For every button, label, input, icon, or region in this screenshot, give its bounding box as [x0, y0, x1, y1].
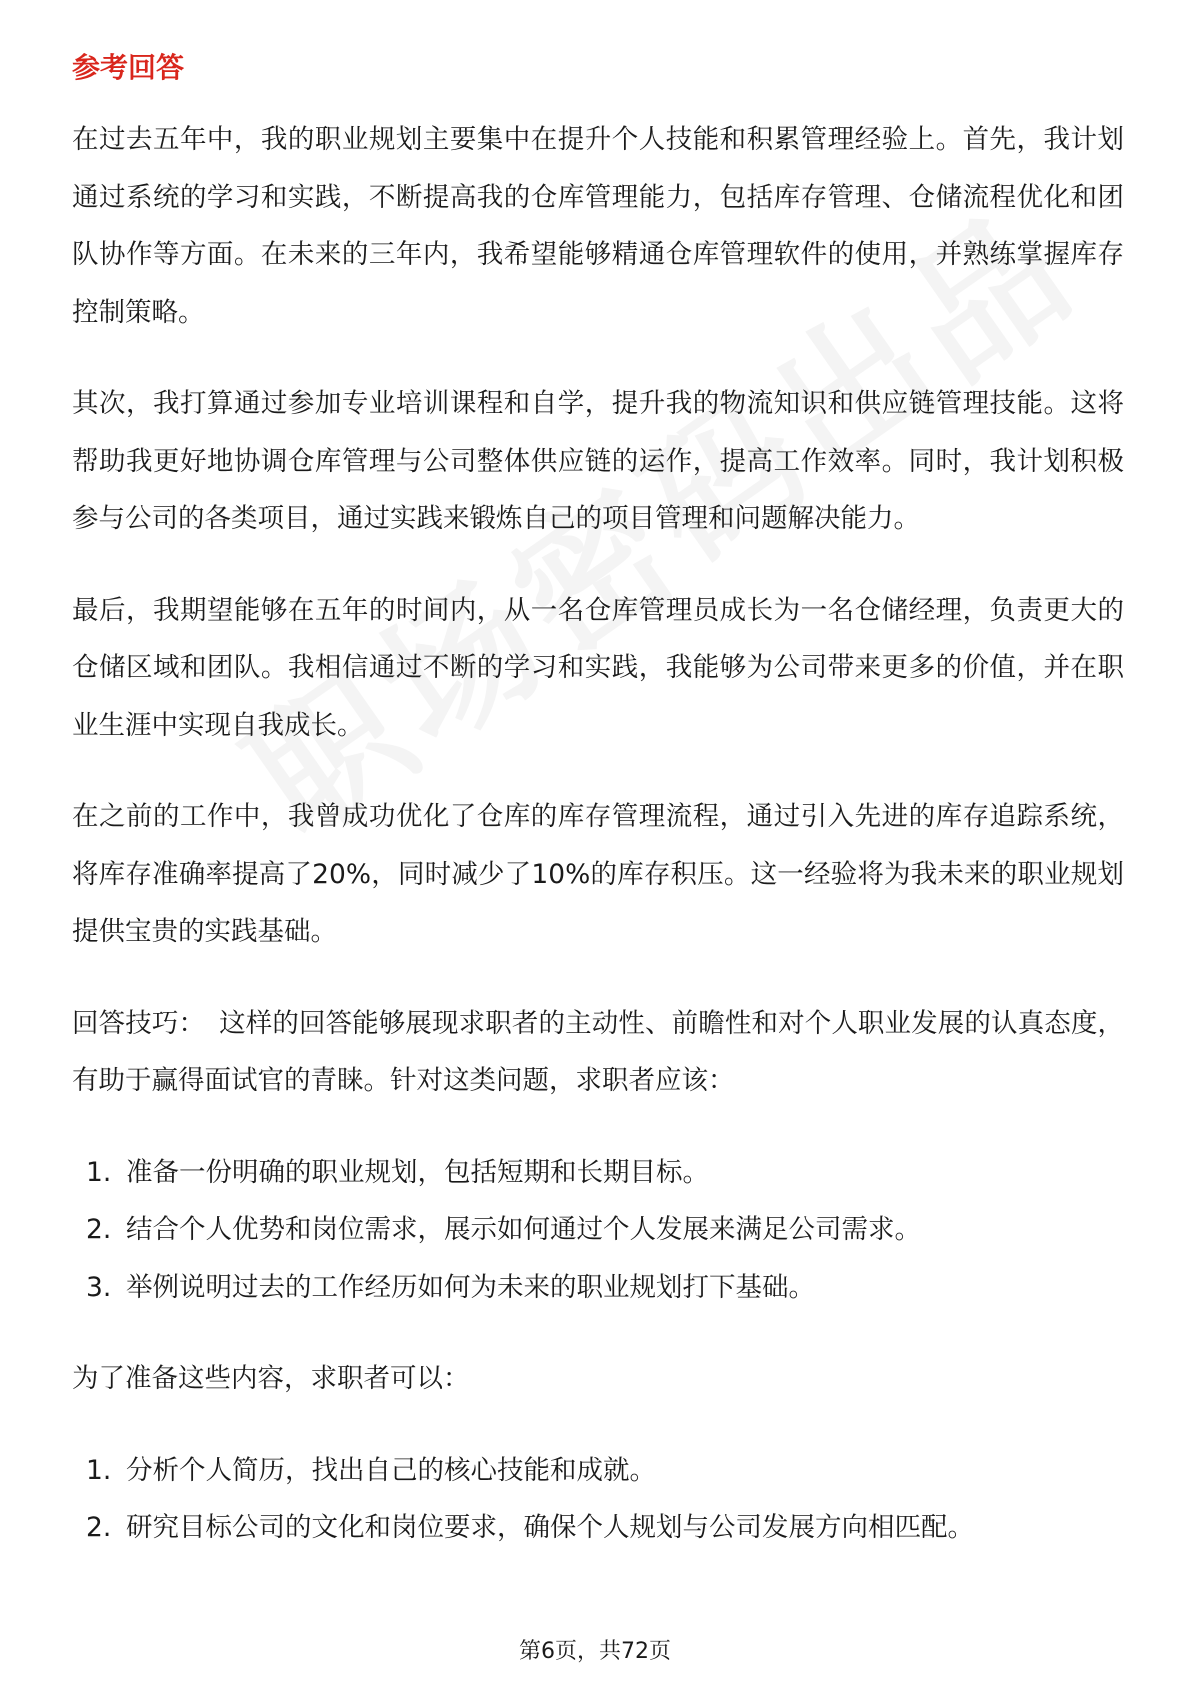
tips-text: 这样的回答能够展现求职者的主动性、前瞻性和对个人职业发展的认真态度，有助于赢得面试官的青睐。针对这类问题，求职者应该： — [72, 1007, 1125, 1096]
list-item-text: 研究目标公司的文化和岗位要求，确保个人规划与公司发展方向相匹配。 — [126, 1512, 974, 1543]
prep-list — [72, 1442, 1124, 1557]
list-item-number: 1. — [86, 1156, 112, 1188]
document-content — [72, 48, 1124, 1591]
list-item — [72, 1201, 1124, 1259]
answer-paragraph-3: 最后，我期望能够在五年的时间内，从一名仓库管理员成长为一名仓储经理，负责更大的仓储区域和团队。我相信通过不断的学习和实践，我能够为公司带来更多的价值，并在职业生涯中实现自我成长。 — [72, 594, 1124, 741]
tips-label: 回答技巧： — [72, 1007, 206, 1039]
list-item-number: 3. — [86, 1271, 112, 1303]
list-item — [72, 1499, 1124, 1557]
list-item — [72, 1259, 1124, 1317]
answer-paragraph-2: 其次，我打算通过参加专业培训课程和自学，提升我的物流知识和供应链管理技能。这将帮助我更好地协调仓库管理与公司整体供应链的运作，提高工作效率。同时，我计划积极参与公司的各类项目，通过实践来锻炼自己的项目管理和问题解决能力。 — [72, 388, 1124, 534]
list-item-text: 分析个人简历，找出自己的核心技能和成就。 — [126, 1454, 656, 1486]
list-item-text: 结合个人优势和岗位需求，展示如何通过个人发展来满足公司需求。 — [126, 1214, 921, 1245]
prep-intro: 为了准备这些内容，求职者可以： — [72, 1363, 470, 1394]
list-item-number: 1. — [86, 1454, 112, 1486]
list-item-number: 2. — [86, 1512, 112, 1543]
list-item — [72, 1442, 1124, 1500]
tips-list — [72, 1144, 1124, 1317]
list-item-number: 2. — [86, 1214, 112, 1245]
list-item-text: 举例说明过去的工作经历如何为未来的职业规划打下基础。 — [126, 1271, 815, 1303]
tips-paragraph — [72, 995, 1124, 1110]
section-title: 参考回答 — [72, 51, 185, 84]
answer-paragraph-4: 在之前的工作中，我曾成功优化了仓库的库存管理流程，通过引入先进的库存追踪系统，将库存准确率提高了20%，同时减少了10%的库存积压。这一经验将为我未来的职业规划提供宝贵的实践基础。 — [72, 801, 1124, 947]
answer-paragraph-1: 在过去五年中，我的职业规划主要集中在提升个人技能和积累管理经验上。首先，我计划通过系统的学习和实践，不断提高我的仓库管理能力，包括库存管理、仓储流程优化和团队协作等方面。在未来的三年内，我希望能够精通仓库管理软件的使用，并熟练掌握库存控制策略。 — [72, 124, 1124, 328]
page-number-footer: 第6页，共72页 — [519, 1639, 671, 1664]
list-item — [72, 1144, 1124, 1202]
list-item-text: 准备一份明确的职业规划，包括短期和长期目标。 — [126, 1156, 709, 1188]
